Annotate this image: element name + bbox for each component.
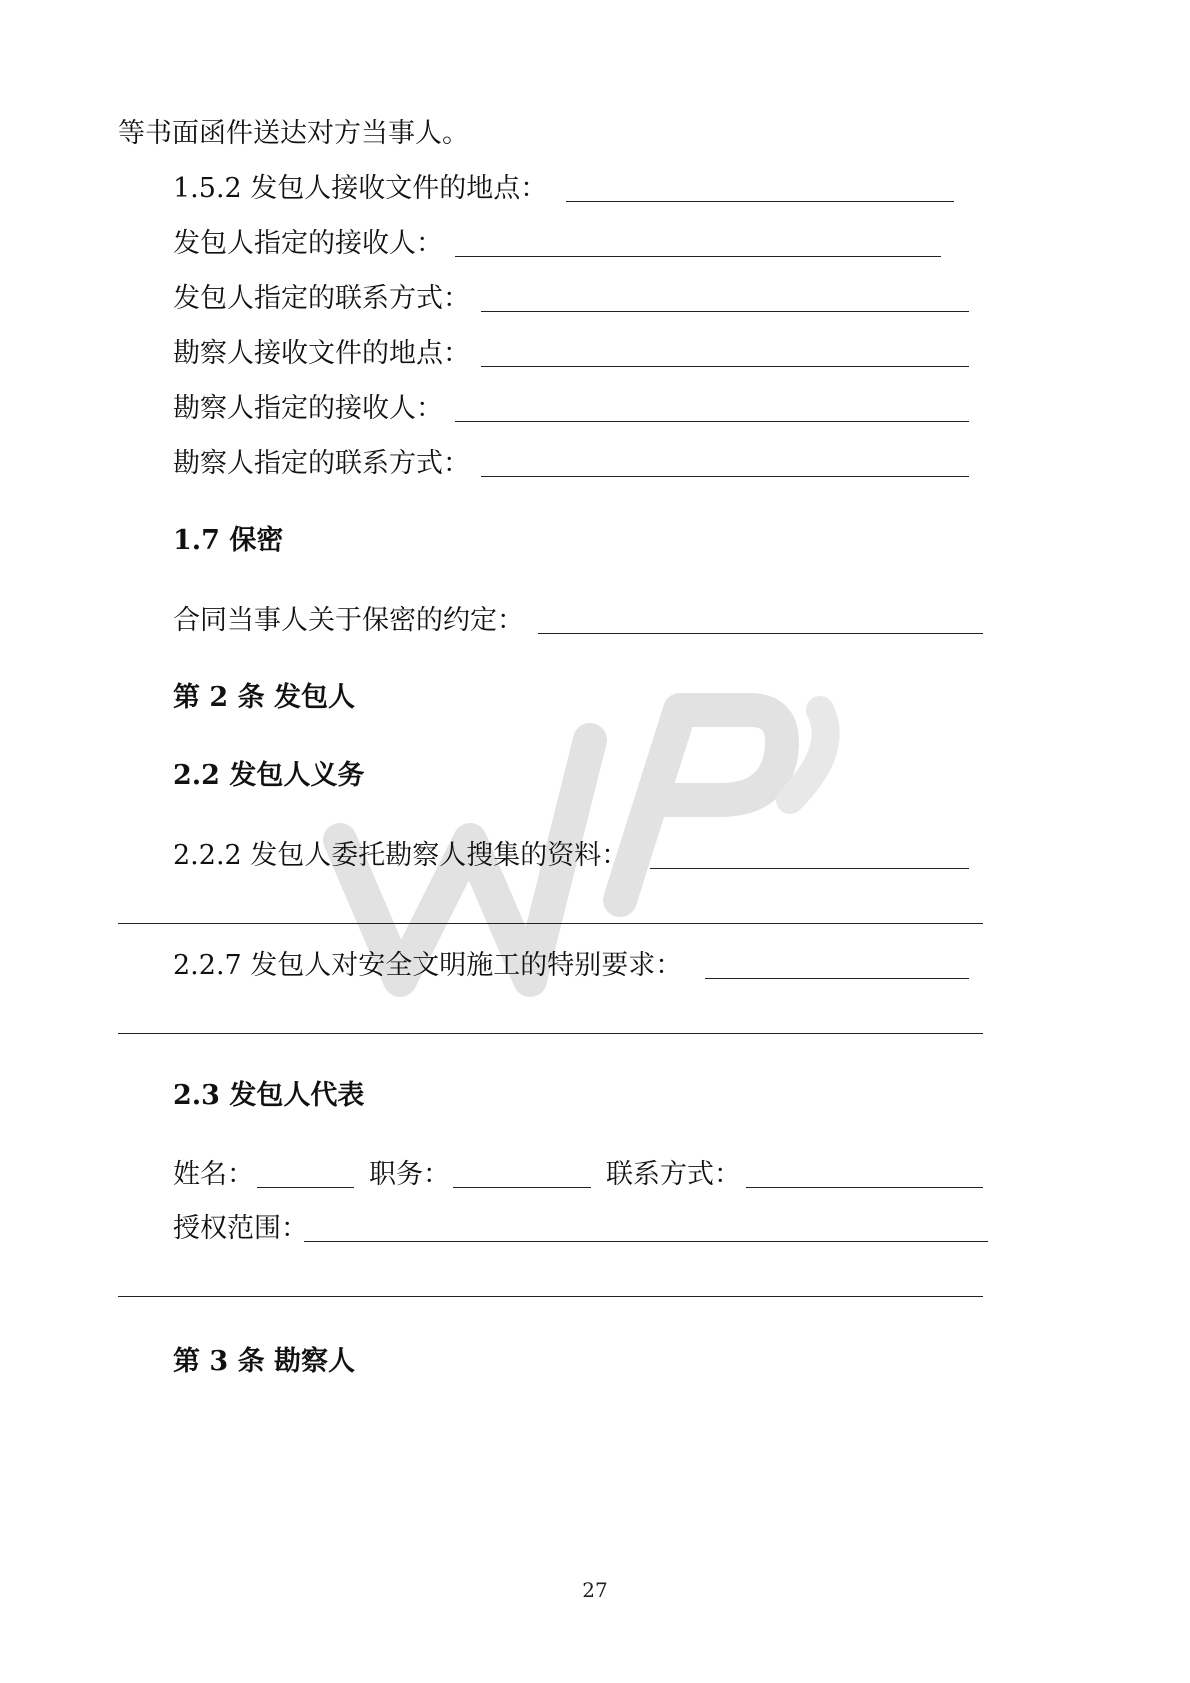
field-label-contact: 联系方式： <box>606 1159 741 1190</box>
page-number: 27 <box>582 1578 608 1602</box>
field-label-issuer-contact: 发包人指定的联系方式： <box>173 283 470 314</box>
field-label-position: 职务： <box>369 1159 450 1190</box>
fill-blank[interactable] <box>453 1187 591 1188</box>
fill-blank[interactable] <box>481 311 969 312</box>
fill-blank[interactable] <box>746 1187 983 1188</box>
field-label-name: 姓名： <box>173 1159 254 1190</box>
fill-blank[interactable] <box>118 1296 983 1297</box>
field-label-surveyor-address: 勘察人接收文件的地点： <box>173 338 470 369</box>
fill-blank[interactable] <box>118 1033 983 1034</box>
fill-blank[interactable] <box>481 476 969 477</box>
section-heading-issuer-representative: 2.3 发包人代表 <box>173 1080 365 1111</box>
fill-blank[interactable] <box>705 978 969 979</box>
fill-blank[interactable] <box>304 1241 988 1242</box>
fill-blank[interactable] <box>455 421 969 422</box>
fill-blank[interactable] <box>650 868 969 869</box>
field-label-issuer-recipient: 发包人指定的接收人： <box>173 228 443 259</box>
field-label-surveyor-contact: 勘察人指定的联系方式： <box>173 448 470 479</box>
article-heading-issuer: 第 2 条 发包人 <box>173 682 355 713</box>
field-label-issuer-address: 1.5.2 发包人接收文件的地点： <box>173 173 548 204</box>
article-heading-surveyor: 第 3 条 勘察人 <box>173 1346 355 1377</box>
fill-blank[interactable] <box>455 256 941 257</box>
field-label-safety-requirements: 2.2.7 发包人对安全文明施工的特别要求： <box>173 950 683 981</box>
field-label-surveyor-recipient: 勘察人指定的接收人： <box>173 393 443 424</box>
section-heading-confidentiality: 1.7 保密 <box>173 525 284 556</box>
field-label-materials: 2.2.2 发包人委托勘察人搜集的资料： <box>173 840 629 871</box>
fill-blank[interactable] <box>566 201 954 202</box>
field-label-authority: 授权范围： <box>173 1213 308 1244</box>
field-label-confidentiality: 合同当事人关于保密的约定： <box>173 605 524 636</box>
text-line: 等书面函件送达对方当事人。 <box>118 118 469 149</box>
fill-blank[interactable] <box>538 633 983 634</box>
fill-blank[interactable] <box>481 366 969 367</box>
fill-blank[interactable] <box>118 923 983 924</box>
fill-blank[interactable] <box>257 1187 354 1188</box>
section-heading-issuer-duties: 2.2 发包人义务 <box>173 760 365 791</box>
